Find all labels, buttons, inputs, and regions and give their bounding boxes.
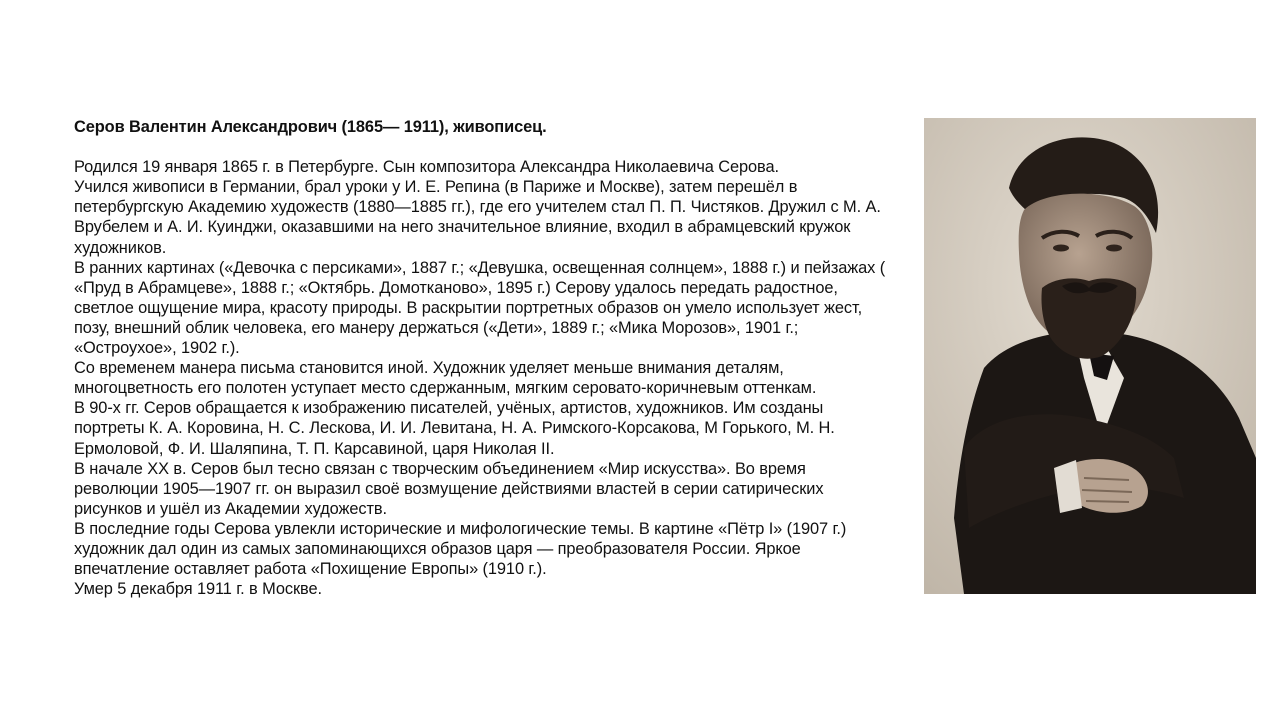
biography-paragraph: В начале XX в. Серов был тесно связан с творческим объединением «Мир искусства». Во время революции 1905—1907 гг. он выразил своё возмущение действиями властей в серии сатирических рисунков и ушёл из Академии художеств. [74,459,824,518]
biography-paragraph: Умер 5 декабря 1911 г. в Москве. [74,580,322,599]
biography-paragraph: Со временем манера письма становится иной. Художник уделяет меньше внимания деталям, многоцветность его полотен уступает место сдержанным, мягким серовато-коричневым оттенкам. [74,359,817,398]
biography-paragraph: Родился 19 января 1865 г. в Петербурге. Сын композитора Александра Николаевича Серова. [74,158,779,177]
biography-paragraph: В последние годы Серова увлекли исторические и мифологические темы. В картине «Пётр I» (1907 г.) художник дал один из самых запоминающихся образов царя — преобразователя России. Яркое впечатление оставляет работа «Похищение Европы» (1910 г.). [74,519,847,579]
heading-spacer [74,137,894,157]
biography-text [74,117,894,599]
biography-paragraph: Учился живописи в Германии, брал уроки у И. Е. Репина (в Париже и Москве), затем перешёл в петербургскую Академию художеств (1880—1885 гг.), где его учителем стал П. П. Чистяков. Дружил с М. А. Врубелем и А. И. Куинджи, оказавшими на него значительное влияние, входил в абрамцевский кружок художников. [74,178,881,257]
biography-paragraph: В 90-х гг. Серов обращается к изображению писателей, учёных, артистов, художников. Им созданы портреты К. А. Коровина, Н. С. Лескова, И. И. Левитана, Н. А. Римского-Корсакова, М Горького, М. Н. Ермоловой, Ф. И. Шаляпина, Т. П. Карсавиной, царя Николая II. [74,399,835,458]
portrait-photo [924,118,1256,594]
portrait-illustration [924,118,1256,594]
biography-heading: Серов Валентин Александрович (1865— 1911), живописец. [74,118,547,136]
biography-paragraph: В ранних картинах («Девочка с персиками», 1887 г.; «Девушка, освещенная солнцем», 1888 г.) и пейзажах ( «Пруд в Абрамцеве», 1888 г.; «Октябрь. Домотканово», 1895 г.) Серову удалось передать радостное, светлое ощущение мира, красоту природы. В раскрытии портретных образов он умело использует жест, позу, внешний облик человека, его манеру держаться («Дети», 1889 г.; «Мика Морозов», 1901 г.; «Остроухое», 1902 г.). [74,258,886,358]
